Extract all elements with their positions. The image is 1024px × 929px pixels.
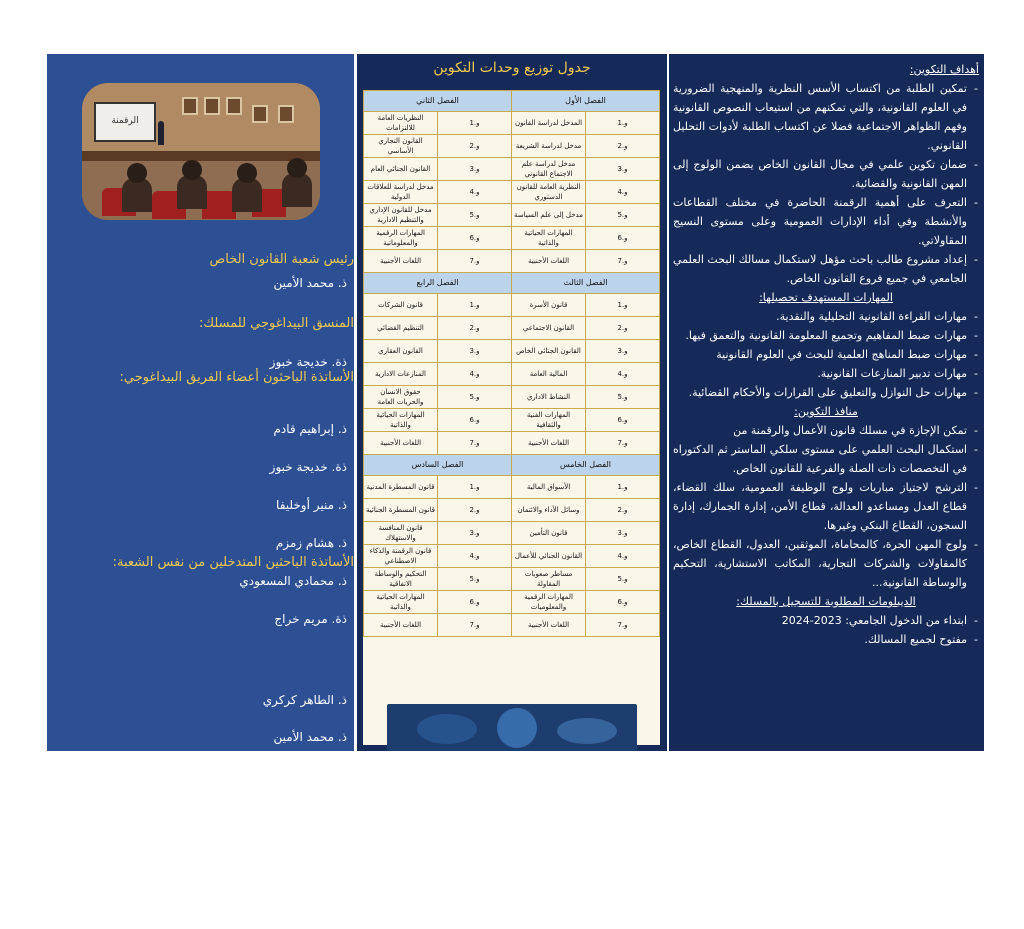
goals-title: أهداف التكوين: (909, 63, 979, 76)
speaker-figure (158, 121, 164, 145)
outlet-item: - ولوج المهن الحرة، كالمحاماة، الموثقين، العدول، القطاع الخاص، كالمقاولات والشركات التجارية، المكاتب الاستشارية، التحكيم والوساطة القانونية... (673, 535, 979, 592)
table-row (364, 340, 660, 363)
goal-item: - تمكين الطلبة من اكتساب الأسس النظرية والمنهجية الضرورية في العلوم القانونية، والتي تمكنهم من استيعاب النصوص القانونية وفهم الظواهر الاجتماعية فضلا عن اكتساب الطلبة لأدوات التحليل القانوني. (673, 79, 979, 155)
module-name: القانون الجنائي الخاص (512, 340, 586, 363)
module-code: و.5 (586, 204, 660, 227)
module-code: و.5 (438, 386, 512, 409)
head-title: رئيس شعبة القانون الخاص (209, 252, 354, 267)
table-row (364, 294, 660, 317)
goal-item: - ضمان تكوين علمي في مجال القانون الخاص يضمن الولوج إلى المهن القانونية والقضائية. (673, 155, 979, 193)
table-row (364, 386, 660, 409)
diplomas-title: الديبلومات المطلوبة للتسجيل بالمسلك: (736, 595, 916, 608)
schedule-table (363, 90, 660, 637)
module-code: و.5 (586, 386, 660, 409)
outlet-item: - استكمال البحث العلمي على مستوى سلكي الماستر ثم الدكتوراه في التخصصات ذات الصلة والفرعية للقانون الخاص. (673, 440, 979, 478)
module-name: مدخل إلى علم السياسة (512, 204, 586, 227)
team-title: الأساتذة الباحثون أعضاء الفريق البيداغوجي: (119, 370, 354, 385)
table-row (364, 250, 660, 273)
module-code: و.3 (586, 340, 660, 363)
digital-technology-photo (387, 704, 637, 751)
module-code: و.5 (438, 568, 512, 591)
semester-header-row (364, 273, 660, 294)
module-code: و.2 (438, 135, 512, 158)
schedule-table-container (363, 90, 660, 745)
module-code: و.3 (586, 522, 660, 545)
module-code: و.7 (586, 250, 660, 273)
outlet-item: - الترشح لاجتياز مباريات ولوج الوظيفة العمومية، سلك القضاء، قطاع العدل ومساعدو العدالة، قطاع الأمن، إدارة الجمارك، إدارة السجون، القطاع البنكي وغيرها. (673, 478, 979, 535)
table-row (364, 112, 660, 135)
semester-header: الفصل السادس (364, 455, 512, 476)
semester-header: الفصل الثاني (364, 91, 512, 112)
table-row (364, 568, 660, 591)
module-name: مساطر صعوبات المقاولة (512, 568, 586, 591)
module-code: و.7 (438, 250, 512, 273)
contrib-member: - ذ. محمد الأمين (47, 730, 387, 744)
table-row (364, 135, 660, 158)
module-name: قانون المنافسة والاستهلاك (364, 522, 438, 545)
semester-header: الفصل الخامس (512, 455, 660, 476)
semester-header-row (364, 455, 660, 476)
module-code: و.7 (438, 614, 512, 637)
outlets-title: منافذ التكوين: (794, 405, 858, 418)
module-name: مدخل لدراسة علم الاجتماع القانوني (512, 158, 586, 181)
module-code: و.6 (586, 591, 660, 614)
module-code: و.4 (586, 545, 660, 568)
module-code: و.3 (438, 158, 512, 181)
module-code: و.7 (586, 432, 660, 455)
module-code: و.2 (438, 317, 512, 340)
team-member: - ذ. محمادي المسعودي (47, 574, 387, 588)
module-name: قانون الأسرة (512, 294, 586, 317)
table-row (364, 614, 660, 637)
module-code: و.3 (438, 340, 512, 363)
semester-header: الفصل الثالث (512, 273, 660, 294)
module-code: و.6 (438, 409, 512, 432)
program-info (673, 60, 979, 649)
module-code: و.4 (438, 181, 512, 204)
module-name: مدخل لدراسة للعلاقات الدولية (364, 181, 438, 204)
left-panel (47, 54, 354, 929)
diploma-item: - ابتداء من الدخول الجامعي: 2023-2024 (673, 611, 979, 630)
module-code: و.5 (438, 204, 512, 227)
contrib-member: - ذ. مراد دهام (47, 878, 387, 892)
module-name: اللغات الأجنبية (364, 432, 438, 455)
screen-label: الرقمنة (111, 116, 139, 126)
module-name: المهارات الحياتية والذاتية (364, 409, 438, 432)
module-name: التحكيم والوساطة الاتفاقية (364, 568, 438, 591)
module-name: القانون الجنائي للأعمال (512, 545, 586, 568)
module-name: اللغات الأجنبية (512, 614, 586, 637)
module-name: النشاط الاداري (512, 386, 586, 409)
contrib-member: - ذ. يوسف علاي (47, 804, 387, 818)
module-code: و.7 (438, 432, 512, 455)
contrib-member: - ذ. الطاهر كركري (47, 693, 387, 707)
semester-header: الفصل الأول (512, 91, 660, 112)
module-name: المدخل لدراسة القانون (512, 112, 586, 135)
team-member: - ذة. مريم خراج (47, 612, 387, 626)
contrib-member: - ذ. محمد المنصور (47, 915, 387, 929)
module-name: قانون الرقمنة والذكاء الاصطناعي (364, 545, 438, 568)
table-row (364, 227, 660, 250)
schedule-title: جدول توزيع وحدات التكوين (433, 60, 591, 76)
module-name: قانون الشركات (364, 294, 438, 317)
module-code: و.2 (586, 499, 660, 522)
module-name: القانون الجنائي العام (364, 158, 438, 181)
module-name: التنظيم القضائي (364, 317, 438, 340)
table-row (364, 317, 660, 340)
outlet-item: - تمكن الإجازة في مسلك قانون الأعمال والرقمنة من (673, 421, 979, 440)
table-row (364, 363, 660, 386)
module-code: و.6 (438, 591, 512, 614)
table-row (364, 432, 660, 455)
module-code: و.1 (438, 294, 512, 317)
module-name: وسائل الأداء والائتمان (512, 499, 586, 522)
module-name: المهارات الحياتية والذاتية (512, 227, 586, 250)
module-name: النظريات العامة للالتزامات (364, 112, 438, 135)
goal-item: - التعرف على أهمية الرقمنة الحاضرة في مختلف القطاعات والأنشطة وفي أداء الإدارات العمومية وعلى مستوى النسيج المقاولاتي. (673, 193, 979, 250)
module-name: قانون المسطرة المدنية (364, 476, 438, 499)
table-row (364, 522, 660, 545)
module-name: حقوق الانسان والحريات العامة (364, 386, 438, 409)
module-name: المالية العامة (512, 363, 586, 386)
module-name: مدخل لدراسة الشريعة (512, 135, 586, 158)
contrib-member: - ذ. جمال الخمار (47, 767, 387, 781)
module-code: و.6 (586, 227, 660, 250)
module-name: المهارات الرقمية والمعلوماتية (364, 227, 438, 250)
coordinator-title: المنسق البيداغوجي للمسلك: (199, 316, 354, 331)
module-code: و.1 (586, 476, 660, 499)
skill-item: - مهارات تدبير المنازعات القانونية. (673, 364, 979, 383)
module-code: و.4 (438, 545, 512, 568)
module-name: الأسواق المالية (512, 476, 586, 499)
module-code: و.2 (586, 135, 660, 158)
module-code: و.3 (586, 158, 660, 181)
module-code: و.1 (586, 294, 660, 317)
module-code: و.5 (586, 568, 660, 591)
table-row (364, 591, 660, 614)
module-name: المنازعات الادارية (364, 363, 438, 386)
module-name: المهارات الفنية والثقافية (512, 409, 586, 432)
table-row (364, 499, 660, 522)
module-name: مدخل للقانون الإداري والتنظيم الادارية (364, 204, 438, 227)
module-code: و.7 (586, 614, 660, 637)
team-member: - ذ. هشام زمزم (47, 536, 387, 550)
semester-header-row (364, 91, 660, 112)
module-name: المهارات الرقمية والمعلوميات (512, 591, 586, 614)
diploma-item: - مفتوح لجميع المسالك. (673, 630, 979, 649)
module-code: و.6 (586, 409, 660, 432)
module-code: و.4 (438, 363, 512, 386)
module-code: و.3 (438, 522, 512, 545)
module-name: اللغات الأجنبية (512, 432, 586, 455)
module-name: اللغات الأجنبية (512, 250, 586, 273)
module-code: و.1 (586, 112, 660, 135)
module-code: و.1 (438, 112, 512, 135)
projection-screen (94, 102, 156, 142)
table-row (364, 158, 660, 181)
contrib-title: الأساتذة الباحثين المتدخلين من نفس الشعبة: (112, 555, 354, 570)
module-name: القانون العقاري (364, 340, 438, 363)
module-name: القانون التجاري الأساسي (364, 135, 438, 158)
module-code: و.1 (438, 476, 512, 499)
skill-item: - مهارات القراءة القانونية التحليلية والنقدية. (673, 307, 979, 326)
module-name: المهارات الحياتية والذاتية (364, 591, 438, 614)
contrib-member: - ذة. ابتسام علي (47, 841, 387, 855)
team-member: - ذ. منير أوخليفا (47, 498, 387, 512)
module-name: اللغات الأجنبية (364, 250, 438, 273)
table-row (364, 476, 660, 499)
table-row (364, 545, 660, 568)
module-code: و.4 (586, 181, 660, 204)
module-code: و.2 (438, 499, 512, 522)
right-panel (669, 54, 984, 751)
team-member: - ذ. إبراهيم قادم (47, 422, 387, 436)
module-name: قانون المسطرة الجنائية (364, 499, 438, 522)
module-code: و.2 (586, 317, 660, 340)
module-name: قانون التأمين (512, 522, 586, 545)
skill-item: - مهارات ضبط المفاهيم وتجميع المعلومة القانونية والتعمق فيها. (673, 326, 979, 345)
middle-panel (357, 54, 667, 751)
table-row (364, 181, 660, 204)
skill-item: - مهارات ضبط المناهج العلمية للبحث في العلوم القانونية (673, 345, 979, 364)
goal-item: - إعداد مشروع طالب باحث مؤهل لاستكمال مسالك البحث العلمي الجامعي في جميع فروع القانون الخاص. (673, 250, 979, 288)
coordinator-name: - ذة. خديجة خبوز (47, 355, 387, 369)
team-member: - ذة. خديجة خبوز (47, 460, 387, 474)
lecture-hall-illustration (82, 83, 320, 220)
table-row (364, 409, 660, 432)
module-code: و.6 (438, 227, 512, 250)
skill-item: - مهارات حل النوازل والتعليق على القرارات والأحكام القضائية. (673, 383, 979, 402)
semester-header: الفصل الرابع (364, 273, 512, 294)
module-name: اللغات الأجنبية (364, 614, 438, 637)
head-name: - ذ. محمد الأمين (47, 276, 387, 290)
module-name: القانون الاجتماعي (512, 317, 586, 340)
module-name: النظرية العامة للقانون الدستوري (512, 181, 586, 204)
skills-title: المهارات المستهدف تحصيلها: (759, 291, 893, 304)
table-row (364, 204, 660, 227)
module-code: و.4 (586, 363, 660, 386)
